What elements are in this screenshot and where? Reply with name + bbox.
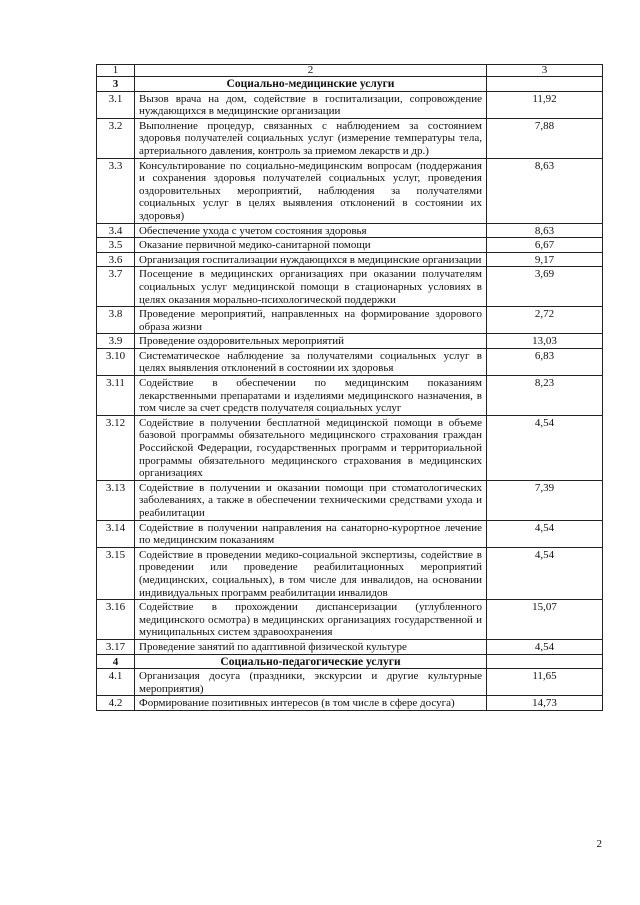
service-description: Выполнение процедур, связанных с наблюдением за состоянием здоровья получателей социальных услуг (измерение температуры тела, артериального давления, контроль за приемом лекарств и др.) [135, 118, 487, 158]
services-table-body [97, 65, 603, 711]
service-row [97, 91, 603, 118]
service-row [97, 158, 603, 223]
section-number: 3 [97, 77, 135, 92]
service-row [97, 669, 603, 696]
service-row [97, 600, 603, 640]
service-tariff: 8,63 [487, 158, 603, 223]
service-row [97, 376, 603, 416]
service-number: 3.16 [97, 600, 135, 640]
service-tariff: 4,54 [487, 639, 603, 654]
service-description: Посещение в медицинских организациях при оказании получателям социальных услуг медицинской помощи в стационарных условиях в целях оказания морально-психологической поддержки [135, 267, 487, 307]
service-number: 3.1 [97, 91, 135, 118]
service-description: Вызов врача на дом, содействие в госпитализации, сопровождение нуждающихся в медицинские организации [135, 91, 487, 118]
service-number: 3.14 [97, 520, 135, 547]
service-number: 3.8 [97, 307, 135, 334]
section-title: Социально-медицинские услуги [135, 77, 487, 92]
service-row [97, 415, 603, 480]
service-description: Консультирование по социально-медицинским вопросам (поддержания и сохранения здоровья получателей социальных услуг, проведения оздоровительных мероприятий, наблюдения за получателями социальных услуг в целях выявления отклонений в состоянии их здоровья) [135, 158, 487, 223]
service-tariff: 7,39 [487, 480, 603, 520]
service-description: Формирование позитивных интересов (в том числе в сфере досуга) [135, 696, 487, 711]
column-number-row [97, 65, 603, 77]
service-tariff: 13,03 [487, 334, 603, 349]
service-row [97, 696, 603, 711]
service-description: Обеспечение ухода с учетом состояния здоровья [135, 223, 487, 238]
service-tariff: 11,92 [487, 91, 603, 118]
service-description: Содействие в проведении медико-социальной экспертизы, содействие в проведении или проведение реабилитационных мероприятий (медицинских, социальных), в том числе для инвалидов, на основании индивидуальных программ реабилитации инвалидов [135, 547, 487, 599]
service-tariff: 7,88 [487, 118, 603, 158]
service-number: 3.13 [97, 480, 135, 520]
section-value-cell [487, 77, 603, 92]
service-tariff: 2,72 [487, 307, 603, 334]
service-description: Организация госпитализации нуждающихся в медицинские организации [135, 252, 487, 267]
service-number: 3.15 [97, 547, 135, 599]
service-description: Проведение оздоровительных мероприятий [135, 334, 487, 349]
service-row [97, 334, 603, 349]
service-tariff: 8,23 [487, 376, 603, 416]
service-number: 4.2 [97, 696, 135, 711]
service-tariff: 4,54 [487, 415, 603, 480]
section-number: 4 [97, 654, 135, 669]
service-tariff: 15,07 [487, 600, 603, 640]
service-description: Проведение мероприятий, направленных на формирование здорового образа жизни [135, 307, 487, 334]
column-number-2: 2 [135, 65, 487, 77]
service-description: Содействие в получении бесплатной медицинской помощи в объеме базовой программы обязательного медицинского страхования граждан Российской Федерации, государственных программ и территориальной программы обязательного медицинского страхования в медицинских организациях [135, 415, 487, 480]
service-number: 3.3 [97, 158, 135, 223]
section-header-row [97, 654, 603, 669]
section-title: Социально-педагогические услуги [135, 654, 487, 669]
services-table [96, 64, 603, 711]
services-table-sheet [96, 64, 602, 711]
service-description: Содействие в получении направления на санаторно-курортное лечение по медицинским показаниям [135, 520, 487, 547]
service-row [97, 547, 603, 599]
service-number: 3.11 [97, 376, 135, 416]
service-row [97, 238, 603, 253]
service-number: 3.9 [97, 334, 135, 349]
service-row [97, 267, 603, 307]
service-number: 3.6 [97, 252, 135, 267]
service-tariff: 8,63 [487, 223, 603, 238]
service-tariff: 4,54 [487, 520, 603, 547]
service-row [97, 480, 603, 520]
service-number: 4.1 [97, 669, 135, 696]
service-tariff: 4,54 [487, 547, 603, 599]
service-description: Проведение занятий по адаптивной физической культуре [135, 639, 487, 654]
service-description: Содействие в прохождении диспансеризации (углубленного медицинского осмотра) в медицинских организациях государственной и муниципальных систем здравоохранения [135, 600, 487, 640]
service-number: 3.2 [97, 118, 135, 158]
service-tariff: 14,73 [487, 696, 603, 711]
service-tariff: 11,65 [487, 669, 603, 696]
column-number-3: 3 [487, 65, 603, 77]
service-number: 3.5 [97, 238, 135, 253]
service-number: 3.17 [97, 639, 135, 654]
service-description: Содействие в получении и оказании помощи при стоматологических заболеваниях, а также в обеспечении техническими средствами ухода и реабилитации [135, 480, 487, 520]
service-description: Содействие в обеспечении по медицинским показаниям лекарственными препаратами и изделиями медицинского назначения, в том числе за счет средств получателя социальных услуг [135, 376, 487, 416]
service-row [97, 118, 603, 158]
page-number: 2 [596, 838, 602, 850]
service-tariff: 9,17 [487, 252, 603, 267]
service-number: 3.10 [97, 348, 135, 375]
service-description: Систематическое наблюдение за получателями социальных услуг в целях выявления отклонений в состоянии их здоровья [135, 348, 487, 375]
service-number: 3.12 [97, 415, 135, 480]
column-number-1: 1 [97, 65, 135, 77]
service-number: 3.7 [97, 267, 135, 307]
service-tariff: 6,83 [487, 348, 603, 375]
service-tariff: 6,67 [487, 238, 603, 253]
service-number: 3.4 [97, 223, 135, 238]
service-description: Организация досуга (праздники, экскурсии и другие культурные мероприятия) [135, 669, 487, 696]
service-row [97, 520, 603, 547]
service-description: Оказание первичной медико-санитарной помощи [135, 238, 487, 253]
section-value-cell [487, 654, 603, 669]
service-row [97, 307, 603, 334]
service-row [97, 348, 603, 375]
service-row [97, 639, 603, 654]
service-tariff: 3,69 [487, 267, 603, 307]
section-header-row [97, 77, 603, 92]
service-row [97, 252, 603, 267]
service-row [97, 223, 603, 238]
